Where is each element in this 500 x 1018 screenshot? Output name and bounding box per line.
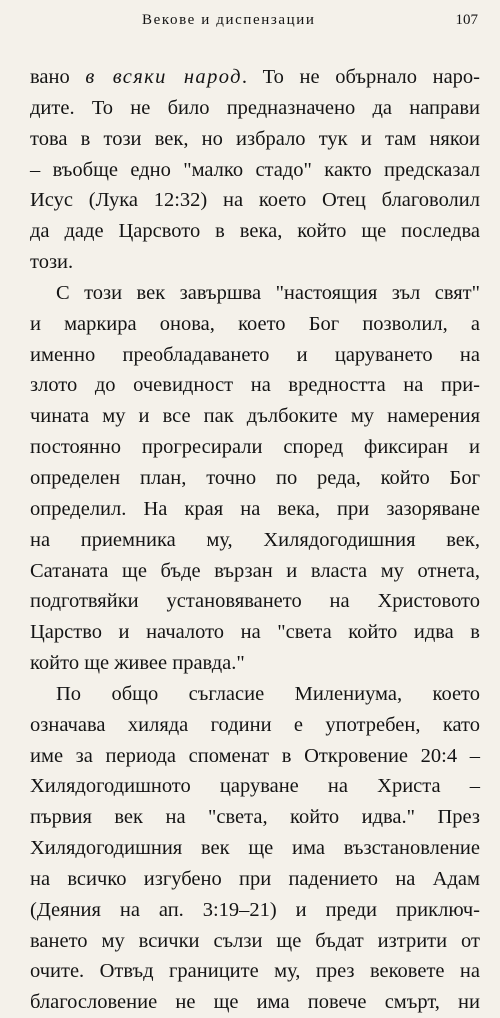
text-line: да даде Царсвото в века, който ще последва: [30, 220, 480, 243]
text-line: Исус (Лука 12:32) на което Отец благоволил: [30, 189, 480, 212]
text-line: който ще живее правда.": [30, 652, 245, 675]
text-line: това в този век, но избрало тук и там някои: [30, 127, 480, 150]
text-line: определил. На края на века, при зазоряване: [30, 497, 480, 520]
text-line: и маркира онова, което Бог позволил, а: [30, 312, 480, 335]
text-line: на приемника му, Хилядогодишния век,: [30, 528, 480, 551]
text-line: дите. То не било предназначено да направи: [30, 96, 480, 119]
text-line: – въобще едно "малко стадо" както предсказал: [30, 158, 480, 181]
text-line: [30, 62, 480, 93]
text-line: (Деяния на ап. 3:19–21) и преди приключ-: [30, 898, 480, 921]
text-line: Хилядогодишното царуване на Христа –: [30, 775, 480, 798]
text-line: чината му и все пак дълбоките му намерения: [30, 405, 480, 428]
text-line: ването му всички сълзи ще бъдат изтрити от: [30, 929, 480, 952]
text-line: на всичко изгубено при падението на Адам: [30, 867, 480, 890]
emphasized-phrase: в всяки народ: [85, 66, 242, 88]
text-line: Царство и началото на "света който идва в: [30, 621, 480, 644]
text-line: име за периода споменат в Откровение 20:4 –: [30, 744, 480, 767]
page-header: [14, 10, 486, 36]
paragraph-first-line: С този век завършва "настоящия зъл свят": [56, 281, 480, 304]
text-segment: . То не обърнало наро-: [241, 66, 480, 88]
text-line: благословение не ще има повече смърт, ни: [30, 991, 480, 1014]
text-line: именно преобладаването и царуването на: [30, 343, 480, 366]
text-line: първия век на "света, който идва." През: [30, 806, 480, 829]
text-line: Хилядогодишния век ще има възстановление: [30, 837, 480, 860]
page-number: 107: [455, 12, 478, 28]
text-line: Сатаната ще бъде вързан и власта му отнета,: [30, 559, 480, 582]
body-text: [30, 62, 480, 1018]
text-line: постоянно прогресирали според фиксиран и: [30, 436, 480, 459]
text-line: определен план, точно по реда, който Бог: [30, 466, 480, 489]
text-line: очите. Отвъд границите му, през вековете на: [30, 960, 480, 983]
paragraph-first-line: По общо съгласие Милениума, което: [56, 682, 480, 705]
running-title: Векове и диспензации: [142, 12, 316, 28]
text-line: подготвяйки установяването на Христовото: [30, 590, 480, 613]
text-line: злото до очевидност на вредността на при-: [30, 374, 480, 397]
text-line: този.: [30, 251, 74, 274]
text-line: означава хиляда години е употребен, като: [30, 713, 480, 736]
text-segment: вано: [30, 66, 86, 88]
